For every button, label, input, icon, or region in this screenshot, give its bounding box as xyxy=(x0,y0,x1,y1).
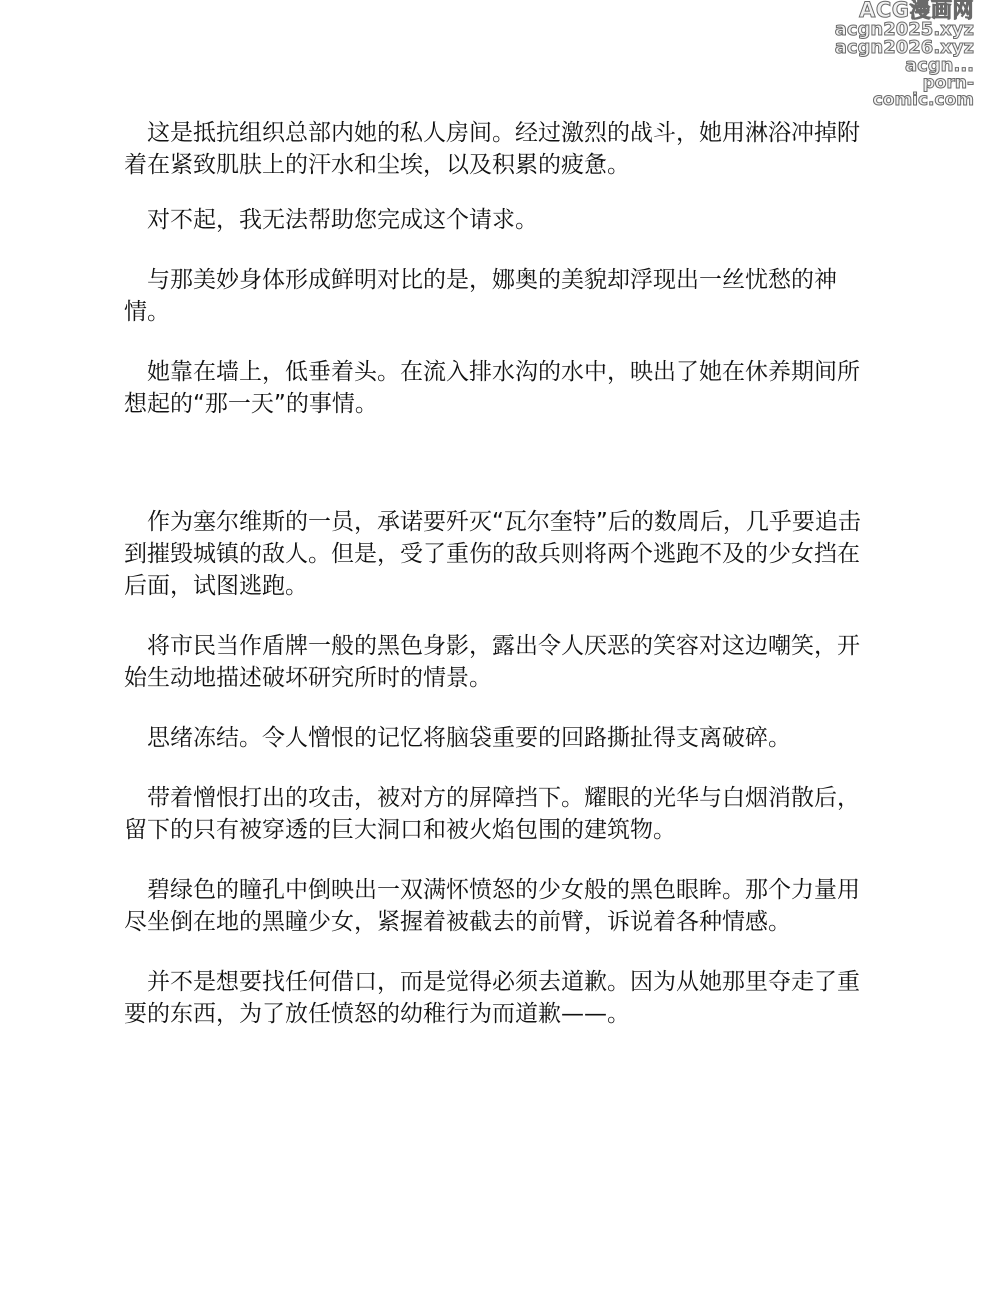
paragraph-9: 碧绿色的瞳孔中倒映出一双满怀愤怒的少女般的黑色眼眸。那个力量用尽坐倒在地的黑瞳少女，紧握着被截去的前臂，诉说着各种情感。 xyxy=(124,877,860,935)
watermark-domain-4: porn-comic.com xyxy=(872,73,974,110)
watermark-domain-3: acgn... xyxy=(904,55,974,76)
watermark-domain-1: acgn2025.xyz xyxy=(834,19,974,40)
paragraph-7: 思绪冻结。令人憎恨的记忆将脑袋重要的回路撕扯得支离破碎。 xyxy=(147,725,791,751)
paragraph-2: 对不起，我无法帮助您完成这个请求。 xyxy=(147,207,538,233)
paragraph-6: 将市民当作盾牌一般的黑色身影，露出令人厌恶的笑容对这边嘲笑，开始生动地描述破坏研究所时的情景。 xyxy=(124,633,860,691)
watermark-domain-2: acgn2026.xyz xyxy=(834,37,974,58)
paragraph-5: 作为塞尔维斯的一员，承诺要歼灭“瓦尔奎特”后的数周后，几乎要追击到摧毁城镇的敌人。但是，受了重伤的敌兵则将两个逃跑不及的少女挡在后面，试图逃跑。 xyxy=(124,509,861,599)
paragraph-8: 带着憎恨打出的攻击，被对方的屏障挡下。耀眼的光华与白烟消散后，留下的只有被穿透的巨大洞口和被火焰包围的建筑物。 xyxy=(124,785,860,843)
paragraph-4: 她靠在墙上，低垂着头。在流入排水沟的水中，映出了她在休养期间所想起的“那一天”的事情。 xyxy=(124,359,860,417)
paragraph-1: 这是抵抗组织总部内她的私人房间。经过激烈的战斗，她用淋浴冲掉附着在紧致肌肤上的汗水和尘埃，以及积累的疲惫。 xyxy=(124,120,860,178)
paragraph-3: 与那美妙身体形成鲜明对比的是，娜奥的美貌却浮现出一丝忧愁的神情。 xyxy=(124,267,837,325)
paragraph-10: 并不是想要找任何借口，而是觉得必须去道歉。因为从她那里夺走了重要的东西，为了放任愤怒的幼稚行为而道歉——。 xyxy=(124,969,860,1027)
site-watermark xyxy=(824,0,974,109)
watermark-title: ACG漫画网 xyxy=(859,0,974,22)
story-text-page xyxy=(124,117,869,1030)
